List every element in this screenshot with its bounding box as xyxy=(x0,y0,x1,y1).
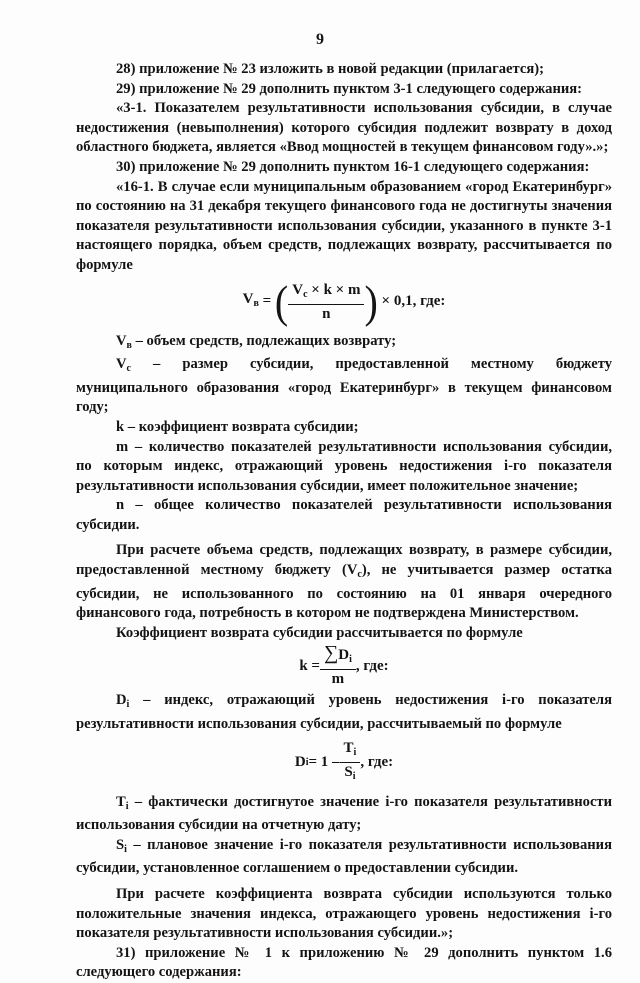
def-si: $S_i$ – плановое значение i-го показателя результативности использования субсидии, установленное соглашением о предоставлении субсидии. xyxy=(76,836,612,877)
item-30: 30) приложение № 29 дополнить пунктом 16-1 следующего содержания: xyxy=(116,158,590,175)
def-ti: $T_i$ – фактически достигнутое значение i-го показателя результативности использования субсидии на отчетную дату; xyxy=(76,793,612,834)
formula-index: D i = 1 – $\frac{T_i}{S_i}$ , где: xyxy=(76,741,612,785)
document-body xyxy=(76,60,612,983)
formula2-fraction: $\frac{\sum D_i}{m}$ xyxy=(320,644,356,688)
formula1-tail: × 0,1, где: xyxy=(381,292,446,309)
item-29-text: «3-1. Показателем результативности использования субсидии, в случае недостижения (невыполнения) которого субсидия подлежит возврату в доход областного бюджета, является «Ввод мощностей в текущем финансовом году».»; xyxy=(76,100,612,156)
def-m: m – количество показателей результативности использования субсидии, по которым индекс, отражающий уровень недостижения i-го показателя результативности использования субсидии, имеет положительное значение; xyxy=(76,438,612,494)
def-vc: $V_c$ – размер субсидии, предоставленной местному бюджету муниципального образования «город Екатеринбург» в текущем финансовом году; xyxy=(76,356,612,416)
item-30-text: «16-1. В случае если муниципальным образованием «город Екатеринбург» по состоянию на 31 декабря текущего финансового года не достигнуты значения показателя результативности использования субсидии, указанного в пункте 3-1 настоящего порядка, объем средств, подлежащих возврату, рассчитывается по формуле xyxy=(76,178,612,273)
formula-return-volume: $V_в$ = ( $\frac{V_c \times k \times m}{n}$ ) × 0,1, где: xyxy=(242,275,446,327)
para-k: Коэффициент возврата субсидии рассчитывается по формуле xyxy=(116,624,523,641)
para-calc: При расчете объема средств, подлежащих возврату, в размере субсидии, предоставленной местному бюджету $(V_c)$, не учитывается размер остатка субсидии, не использованного по состоянию на 01 января очередного финансового года, потребность в котором не подтверждена Министерством. xyxy=(76,542,612,622)
def-vv: $V_в$ – объем средств, подлежащих возврату; xyxy=(116,332,397,351)
formula3-fraction: $\frac{T_i}{S_i}$ xyxy=(340,739,361,786)
def-di: $D_i$ – индекс, отражающий уровень недостижения i-го показателя результативности использования субсидии, рассчитываемый по формуле xyxy=(76,692,612,733)
formula1-fraction: $\frac{V_c \times k \times m}{n}$ xyxy=(288,281,364,323)
item-29: 29) приложение № 29 дополнить пунктом 3-1 следующего содержания: xyxy=(116,80,583,97)
formula1-lhs: $V_в$ xyxy=(242,290,259,309)
def-n: n – общее количество показателей результативности использования субсидии. xyxy=(76,497,612,533)
def-k: k – коэффициент возврата субсидии; xyxy=(116,418,359,435)
item-28: 28) приложение № 23 изложить в новой редакции (прилагается); xyxy=(116,61,544,77)
item-31: 31) приложение № 1 к приложению № 29 дополнить пунктом 1.6 следующего содержания: xyxy=(76,944,612,981)
page-number: 9 xyxy=(316,31,324,48)
para-coef: При расчете коэффициента возврата субсидии используются только положительные значения индекса, отражающего уровень недостижения i-го показателя результативности использования субсидии.»; xyxy=(76,886,612,942)
formula-coefficient: k = $\frac{\sum D_i}{m}$ , где: xyxy=(299,642,389,688)
